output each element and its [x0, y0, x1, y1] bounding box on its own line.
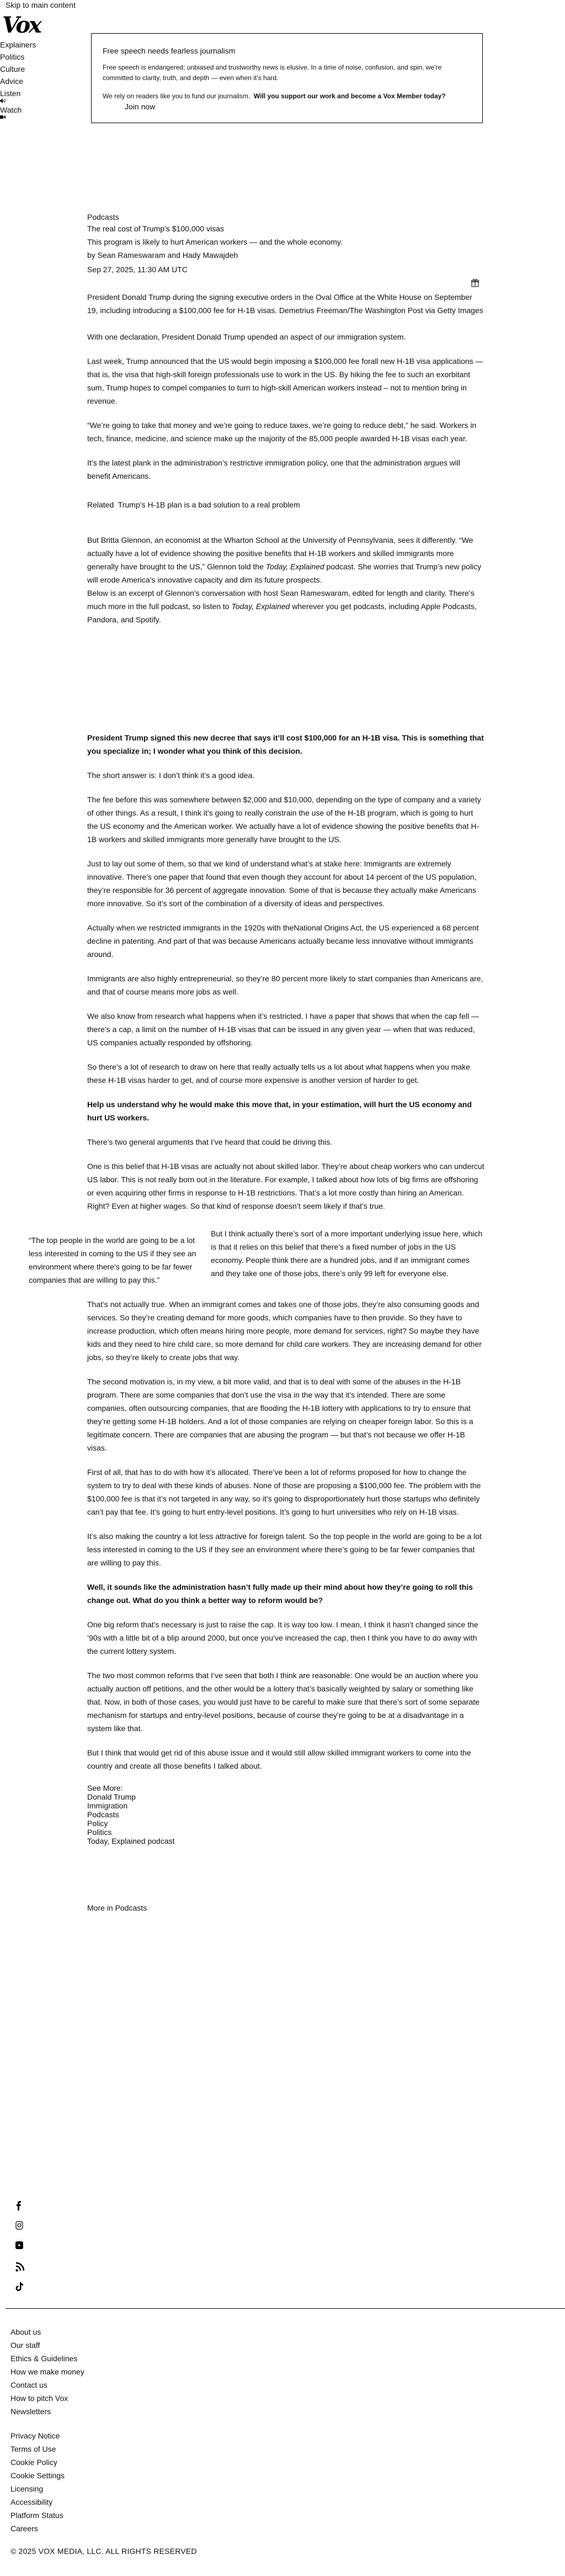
nav-item-explainers[interactable]: Explainers — [0, 40, 36, 49]
image-caption: President Donald Trump during the signing executive orders in the Oval Office at the White House on September 19, including introducing a $100,000 fee for H-1B visas. Demetrius Freeman/The Washington Post via Getty Images — [87, 293, 483, 315]
nav-item-advice[interactable]: Advice — [0, 77, 24, 86]
interview-answer: The short answer is: I don’t think it’s a good idea. — [87, 771, 255, 780]
youtube-link[interactable] — [15, 2241, 29, 2262]
interview-answer: One is this belief that H-1B visas are actually not about skilled labor. They’re about cheap workers who can undercut US labor. This is not really born out in the literature. For example, I talked about how lots of big firms are offshoring or even acquiring other firms in response to H-1B restrictions. That’s a lot more costly than hiring an American. Right? Even at higher wages. So that kind of response doesn’t seem likely if that’s true. — [87, 1162, 484, 1210]
footer-link[interactable]: Our staff — [10, 2341, 40, 2350]
promo-ask — [103, 91, 472, 102]
footer-link[interactable]: How we make money — [10, 2367, 84, 2376]
interview-answer: The two most common reforms that I’ve seen that both I think are reasonable: One would be an auction where you actually auction off petitions, and the other would be a lottery that’s basically weighted by salary or something like that. Now, in both of those cases, you would just have to be careful to make sure that there’s sort of some separate mechanism for startups and entry-level positions, because of course they’re going to be at a disadvantage in a system like that. — [87, 1671, 480, 1733]
see-more-tags — [87, 1784, 484, 1845]
related-label: Related — [87, 500, 114, 509]
interview-answer: One big reform that’s necessary is just to raise the cap. It is way too low. I mean, I think it hasn’t changed since the ’90s with a little bit of a blip around 2000, but once you’ve increased the cap, then I think you have to do away with the current lottery system. — [87, 1620, 478, 1655]
more-in-label: More in — [87, 1903, 113, 1912]
footer-link[interactable]: Newsletters — [10, 2407, 51, 2416]
interview-answer: The fee before this was somewhere between $2,000 and $10,000, depending on the type of company and a variety of other things. As a result, I think it’s going to really constrain the use of the H-1B program, which is going to hurt the US economy and the American worker. We actually have a lot of evidence showing the positive benefits that H-1B workers and skilled immigrants more generally have brought to the US. — [87, 795, 481, 844]
copyright: © 2025 VOX MEDIA, LLC. ALL RIGHTS RESERVED — [10, 2547, 197, 2556]
text-run: wherever you get podcasts, including Apple Podcasts, Pandora, and Spotify. — [87, 602, 477, 624]
speaker-icon — [0, 98, 77, 105]
footer-link[interactable]: Platform Status — [10, 2511, 63, 2520]
text-run: But Britta Glennon, an economist at the Wharton School at the University of Pennsylvania, sees it differently. “We actually have a lot of evidence showing the positive benefits that H-1B workers and skilled immigrants more generally have brought to the US,” Glennon told the — [87, 536, 473, 571]
interview-answer: It’s also making the country a lot less attractive for foreign talent. So the top people in the world are going to be a lot less interested in coming to the US if they see an environment where there’s going to be far fewer companies that are willing to pay this. — [87, 1532, 482, 1567]
promo-ask-text: We rely on readers like you to fund our journalism. — [103, 92, 250, 100]
rss-icon — [15, 2265, 24, 2273]
pull-quote: “The top people in the world are going to be a lot less interested in coming to the US if they see an environment where there’s going to be far fewer companies that are willing to pay this.” — [29, 1236, 196, 1284]
footer-link[interactable]: Ethics & Guidelines — [10, 2354, 78, 2363]
footer-link[interactable]: Privacy Notice — [10, 2431, 60, 2440]
video-camera-icon — [0, 115, 77, 121]
article-paragraph: But I think actually there’s sort of a more important underlying issue here, which is that it relies on this belief that there’s a fixed number of jobs in the US economy. People think there are a hundred jobs, and if an immigrant comes and they take one of those jobs, there’s only 99 left for everyone else. — [211, 1229, 483, 1278]
tag-link[interactable]: Policy — [87, 1819, 108, 1828]
interview-question: Help us understand why he would make this move that, in your estimation, will hurt the US economy and hurt US workers. — [87, 1100, 472, 1122]
footer-link[interactable]: Careers — [10, 2524, 38, 2533]
article — [29, 212, 484, 1913]
social-links — [15, 2201, 29, 2303]
nav-item-watch[interactable]: Watch — [0, 105, 22, 114]
related-link[interactable] — [87, 498, 484, 511]
join-now-button[interactable]: Join now — [125, 102, 156, 111]
nav-item-politics[interactable]: Politics — [0, 52, 25, 61]
nav-item-culture[interactable]: Culture — [0, 65, 25, 73]
text-run: Below is an excerpt of Glennon’s conversation with host Sean Rameswaram, edited for length and clarity. There’s much more in the full podcast, so listen to — [87, 589, 475, 611]
related-article-title[interactable]: Trump’s H-1B plan is a bad solution to a real problem — [118, 500, 300, 509]
interview-answer: The second motivation is, in my view, a bit more valid, and that is to deal with some of the abuses in the H-1B program. There are some companies that don’t use the visa in the way that it’s intended. There are some companies, often outsourcing companies, that are flooding the H-1B lottery with applications to try to ensure that they’re getting some H-1B holders. And a lot of those companies are relying on cheaper foreign labor. So this is a legitimate concern. There are companies that are abusing the program — but that’s not because we offer H-1B visas. — [87, 1377, 473, 1452]
interview-section — [87, 731, 484, 1213]
footer-link[interactable]: Cookie Settings — [10, 2471, 65, 2480]
article-headline: The real cost of Trump’s $100,000 visas — [87, 224, 224, 233]
tag-link[interactable]: Podcasts — [87, 1810, 119, 1819]
membership-promo — [91, 33, 483, 123]
vox-logo[interactable]: Vox — [2, 12, 40, 38]
instagram-link[interactable] — [15, 2221, 29, 2241]
interview-answer: Actually when we restricted immigrants in the 1920s with theNational Origins Act, the US experienced a 68 percent decline in patenting. And part of that was because Americans actually became less innovative without immigrants around. — [87, 923, 479, 959]
interview-section — [87, 1375, 484, 1773]
pull-quote-row — [29, 1227, 484, 1287]
gift-icon — [471, 281, 479, 289]
site-nav — [0, 40, 77, 121]
footer-links — [10, 2325, 565, 2535]
interview-answer: Just to lay out some of them, so that we kind of understand what’s at stake here: Immigrants are extremely innovative. There’s one paper that found that even though they account for about 14 percent of the US population, they’re responsible for 36 percent of aggregate innovation. Some of that is because they actually make Americans more innovative. So it’s sort of the combination of a diversity of ideas and perspectives. — [87, 859, 477, 908]
article-paragraph — [87, 533, 484, 586]
podcast-title: Today, Explained — [265, 562, 324, 571]
interview-question: President Trump signed this new decree that says it’ll cost $100,000 for an H-1B visa. This is something that you specialize in; I wonder what you think of this decision. — [87, 733, 484, 755]
footer-link[interactable]: Licensing — [10, 2484, 44, 2493]
see-more-label: See More: — [87, 1784, 123, 1792]
instagram-icon — [15, 2223, 23, 2231]
tag-link[interactable]: Politics — [87, 1828, 112, 1837]
footer-link[interactable]: Contact us — [10, 2381, 47, 2389]
tag-link[interactable]: Immigration — [87, 1801, 128, 1810]
footer-link[interactable]: How to pitch Vox — [10, 2394, 68, 2403]
article-kicker[interactable]: Podcasts — [87, 213, 119, 221]
article-dek: This program is likely to hurt American workers — and the whole economy. — [87, 237, 343, 246]
interview-answer: So there’s a lot of research to draw on here that really actually tells us a lot about what happens when you make these H-1B visas harder to get, and of course more expensive is another version of harder to get. — [87, 1062, 470, 1085]
more-in-section-heading — [87, 1903, 484, 1913]
article-paragraph: It’s the latest plank in the administration’s restrictive immigration policy, one that the administration argues will benefit Americans. — [87, 458, 461, 480]
facebook-icon — [15, 2203, 22, 2212]
footer-group-legal — [10, 2429, 565, 2535]
podcast-title: Today, Explained — [231, 602, 290, 611]
footer-group-about — [10, 2325, 565, 2418]
article-byline: by Sean Rameswaram and Hady Mawajdeh — [87, 251, 238, 260]
interview-answer: We also know from research what happens when it’s restricted. I have a paper that shows that when the cap fell — there’s a cap, a limit on the number of H-1B visas that can be issued in any given year — when that was reduced, US companies actually responded by offshoring. — [87, 1012, 479, 1047]
article-paragraph: Last week, Trump announced that the US would begin imposing a $100,000 fee forall new H-1B visa applications — that is, the visa that high-skill foreign professionals use to work in the US. By hiking the fee to such an exorbitant sum, Trump hopes to compel companies to turn to high-skill American workers instead – not to mention bring in revenue. — [87, 357, 483, 405]
article-paragraph: With one declaration, President Donald Trump upended an aspect of our immigration system. — [87, 332, 406, 341]
promo-ask-bold: Will you support our work and become a Vox Member today? — [253, 92, 446, 100]
promo-body: Free speech is endangered; unbiased and trustworthy news is elusive. In a time of noise, confusion, and spin, we’re committed to clarity, truth, and depth — even when it’s hard. — [103, 64, 442, 82]
footer-link[interactable]: Terms of Use — [10, 2445, 56, 2453]
tiktok-link[interactable] — [15, 2282, 29, 2303]
more-in-section-link[interactable]: Podcasts — [115, 1903, 147, 1912]
facebook-link[interactable] — [15, 2201, 29, 2221]
footer-link[interactable]: Cookie Policy — [10, 2458, 57, 2467]
article-paragraph — [87, 586, 484, 626]
footer-link[interactable]: About us — [10, 2328, 41, 2336]
text-run: podcast. She worries that Trump’s new policy will erode America’s innovative capacity and dim its future prospects. — [87, 562, 482, 584]
interview-answer: There’s two general arguments that I’ve heard that could be driving this. — [87, 1138, 333, 1146]
tag-link[interactable]: Donald Trump — [87, 1792, 136, 1801]
article-date: Sep 27, 2025, 11:30 AM UTC — [87, 265, 188, 274]
promo-title: Free speech needs fearless journalism — [103, 46, 236, 55]
article-paragraph: “We’re going to take that money and we’re going to reduce taxes, we’re going to reduce debt,” he said. Workers in tech, finance, medicine, and science make up the majority of the 85,000 people awarded H-1B visas each year. — [87, 421, 477, 443]
interview-answer: First of all, that has to do with how it’s allocated. There’ve been a lot of reforms proposed for how to change the system to try to deal with these kinds of abuses. None of those are proposing a $100,000 fee. The problem with the $100,000 fee is that it’s not targeted in any way, so it’s going to disproportionately hurt those startups who definitely can’t pay that fee. It’s going to hurt entry-level positions. It’s going to hurt universities who rely on H-1B visas. — [87, 1468, 481, 1516]
tag-link[interactable]: Today, Explained podcast — [87, 1837, 175, 1845]
gift-article-button[interactable] — [470, 278, 480, 288]
youtube-icon — [15, 2242, 23, 2251]
article-paragraph: That’s not actually true. When an immigrant comes and takes one of those jobs, they’re also consuming goods and services. So they’re creating demand for more goods, which companies have to then provide. So they have to increase production, which often means hiring more people, more demand for services, right? So maybe they have kids and they need to hire child care, so more demand for child care workers. They are increasing demand for other jobs, so they’re likely to create jobs that way. — [87, 1300, 482, 1362]
site-footer — [0, 2201, 565, 2573]
interview-answer: Immigrants are also highly entrepreneurial, so they’re 80 percent more likely to start companies than Americans are, and that of course means more jobs as well. — [87, 974, 483, 996]
date-row — [87, 262, 484, 288]
nav-item-listen[interactable]: Listen — [0, 89, 21, 98]
footer-divider — [6, 2308, 565, 2309]
interview-question: Well, it sounds like the administration hasn’t fully made up their mind about how they’re going to roll this change out. What do you think a better way to reform would be? — [87, 1583, 473, 1605]
tiktok-icon — [15, 2284, 23, 2293]
footer-link[interactable]: Accessibility — [10, 2498, 53, 2506]
interview-answer: But I think that would get rid of this abuse issue and it would still allow skilled immigrant workers to come into the country and create all those benefits I talked about. — [87, 1748, 471, 1770]
skip-to-main-link[interactable]: Skip to main content — [6, 1, 76, 9]
rss-link[interactable] — [15, 2262, 29, 2282]
